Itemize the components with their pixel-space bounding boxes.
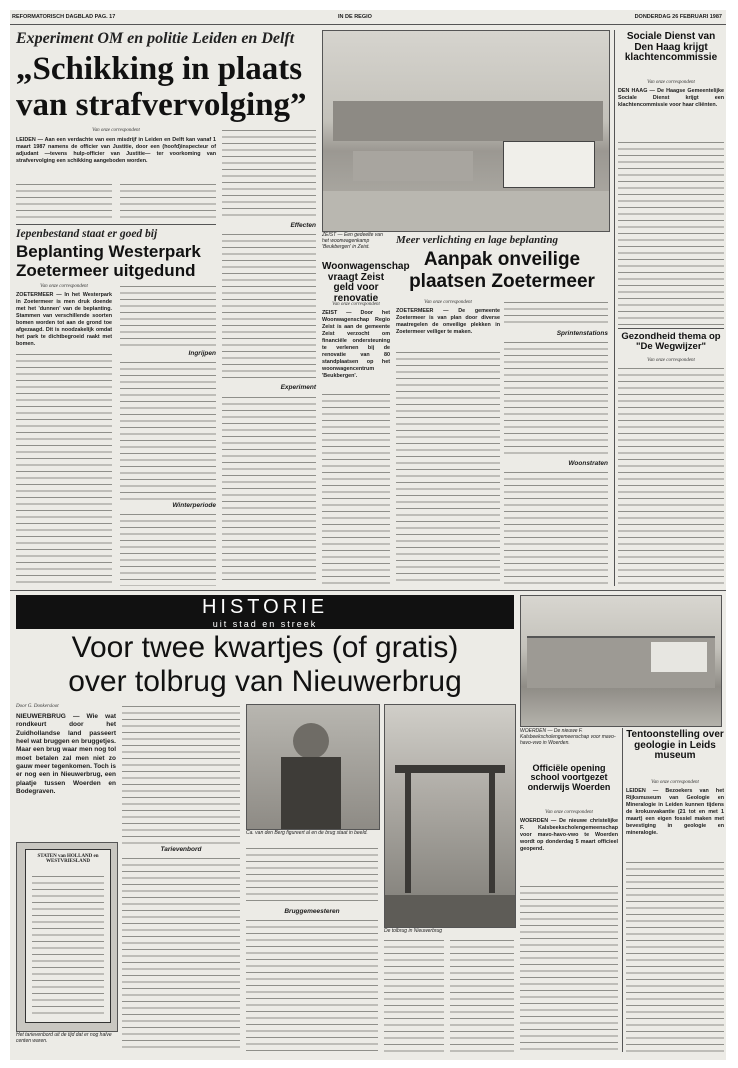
- a6-byline: Van onze correspondent: [545, 810, 593, 815]
- history-body-col2a: [122, 704, 240, 844]
- a7-byline: Van onze correspondent: [651, 780, 699, 785]
- a4-lead: ZOETERMEER — De gemeente Zoetermeer is van plan door diverse maatregelen de onveilige plekken in Zoetermeer veiliger te maken.: [396, 308, 500, 336]
- a4-body-col2c: [504, 470, 608, 586]
- tolbrug-photo: [384, 704, 516, 928]
- a4-headline-line1: Aanpak onveilige: [423, 249, 581, 270]
- a1-byline: Van onze correspondent: [92, 128, 140, 133]
- history-caption3: De tolbrug in Nieuwerbrug: [384, 928, 443, 934]
- a1-body-col2: [120, 182, 216, 222]
- history-headline-line1: Voor twee kwartjes (of gratis): [71, 631, 459, 664]
- a4-byline: Van onze correspondent: [424, 300, 472, 305]
- a2-lead: ZOETERMEER — In het Westerpark in Zoetermeer is men druk doende met het 'dunnen' van de beplanting. Stammen van verschillende soorten bomen worden tot aan de grond toe afgezaagd. Dit is noodzakelijk omdat het park te dichtbegroeid raakt met bomen.: [16, 292, 112, 348]
- a2-body-col1: [16, 352, 112, 586]
- history-banner-title: HISTORIE: [201, 596, 329, 618]
- header-right: DONDERDAG 26 FEBRUARI 1987: [634, 14, 722, 20]
- header-left: REFORMATORISCH DAGBLAD PAG. 17: [12, 14, 116, 20]
- history-body-col3b: [246, 918, 378, 1052]
- a2-body-col2c: [120, 512, 216, 586]
- history-lead: NIEUWERBRUG — Wie wat rondkeurt door het Zuidhollandse land passeert heel wat bruggen en bruggetjes. Maar een brug waar men nog tol moet betalen zal men niet zo gauw meer tegenkomen. Toch is er nog een in Nieuwerbrug, een plaatje tussen Woerden en Bodegraven.: [16, 713, 116, 795]
- a5-sub-byline: Van onze correspondent: [647, 358, 695, 363]
- a1-headline-line2: van strafvervolging”: [16, 87, 307, 123]
- a1-body-col3c: [222, 395, 316, 585]
- newspaper-page: [10, 10, 726, 1060]
- a4-headline-line2: plaatsen Zoetermeer: [409, 271, 595, 292]
- a2-body-col2a: [120, 284, 216, 348]
- a2-sub-ingrijpen: Ingrijpen: [188, 350, 216, 357]
- a4-body-col2b: [504, 340, 608, 458]
- tariff-board-title: STATEN van HOLLAND en WESTVRIESLAND: [37, 854, 99, 864]
- a7-body: [626, 860, 724, 1052]
- history-author: Door G. Donkersloot: [16, 704, 59, 709]
- woonwagenkamp-photo: [322, 30, 610, 232]
- a7-headline: Tentoonstelling over geologie in Leids museum: [626, 729, 724, 761]
- a4-body-col1: [396, 350, 500, 586]
- a1-kicker: Experiment OM en politie Leiden en Delft: [16, 30, 295, 47]
- a3-body: [322, 392, 390, 586]
- a2-byline: Van onze correspondent: [40, 284, 88, 289]
- a2-body-col2b: [120, 360, 216, 500]
- a7-lead: LEIDEN — Bezoekers van het Rijksmuseum van Geologie en Mineralogie in Leiden kunnen tijdens de krokusvakantie (21 tot en met 1 maart) een eigen fossiel maken met bevestiging in geologie en mineralogie.: [626, 788, 724, 837]
- history-body-col4b: [450, 938, 514, 1052]
- history-sub-tarievenbord: Tarievenbord: [160, 846, 202, 853]
- a1-lead: LEIDEN — Aan een verdachte van een misdrijf in Leiden en Delft kan vanaf 1 maart 1987 namens de officier van Justitie, door een (hoofd)inspecteur of adjudant —tevens hulp-officier van Justitie— ter voorkoming van strafvervolging een schikking aangeboden worden.: [16, 137, 216, 165]
- a5-headline: Sociale Dienst van Den Haag krijgt klachtencommissie: [624, 31, 718, 63]
- history-banner-subtitle: uit stad en streek: [212, 619, 318, 629]
- a5-sub-body: [618, 366, 724, 586]
- a5-lead: DEN HAAG — De Haagse Gemeentelijke Sociale Dienst krijgt een klachtencommissie voor haar cliënten.: [618, 88, 724, 109]
- history-headline-line2: over tolbrug van Nieuwerbrug: [68, 665, 462, 698]
- page-header: [10, 10, 726, 25]
- header-center: IN DE REGIO: [338, 14, 372, 20]
- a4-sub-sprintenstations: Sprintenstations: [556, 330, 608, 337]
- a4-sub-woonstraten: Woonstraten: [568, 460, 608, 467]
- a4-kicker: Meer verlichting en lage beplanting: [396, 234, 558, 246]
- a5-byline: Van onze correspondent: [647, 80, 695, 85]
- a1-sub-experiment: Experiment: [280, 384, 316, 391]
- a6-headline: Officiële opening school voortgezet onderwijs Woerden: [527, 763, 611, 792]
- a5-body: [618, 140, 724, 326]
- a1-sub-effecten: Effecten: [290, 222, 316, 229]
- a6-photo-caption: WOERDEN — De nieuwe F. Kalsbeekscholengemeenschap voor mavo-havo-vwo in Woerden.: [520, 728, 616, 746]
- a3-lead: ZEIST — Door het Woonwagenschap Regio Zeist is aan de gemeente Zeist verzocht om financiële ondersteuning te verlenen bij de renovatie van 80 standplaatsen op het woonwagencentrum 'Beukbergen'.: [322, 310, 390, 380]
- a1-body-col3: [222, 128, 316, 220]
- a3-headline: Woonwagenschap vraagt Zeist geld voor renovatie: [322, 261, 410, 304]
- history-banner: [16, 595, 514, 629]
- a6-lead: WOERDEN — De nieuwe christelijke F. Kalsbeekscholengemeenschap voor mavo-havo-vwo te Woerden wordt op donderdag 5 maart officieel geopend.: [520, 818, 618, 853]
- history-caption1: Het tarievenbord uit de tijd dat er nog halve centen waren.: [16, 1032, 112, 1044]
- a1-body-col1: [16, 182, 112, 222]
- a2-headline-line1: Beplanting Westerpark: [16, 242, 201, 261]
- a2-kicker: Iepenbestand staat er goed bij: [16, 228, 158, 240]
- tarievenbord-photo: [16, 842, 118, 1032]
- history-body-col2b: [122, 856, 240, 1052]
- history-sub-bruggemeesteren: Bruggemeesteren: [284, 908, 340, 915]
- a3-byline: Van onze correspondent: [332, 302, 380, 307]
- a2-sub-winterperiode: Winterperiode: [172, 502, 216, 509]
- a4-body-col2a: [504, 300, 608, 328]
- school-photo: [520, 595, 722, 727]
- a1-headline-line1: „Schikking in plaats: [16, 51, 303, 87]
- history-caption2: Ca. van den Berg figureert al en de brug staat in beeld.: [246, 830, 368, 836]
- history-body-col4a: [384, 938, 444, 1052]
- a2-headline-line2: Zoetermeer uitgedund: [16, 261, 196, 280]
- history-body-col3a: [246, 846, 378, 906]
- a5-sub-headline: Gezondheid thema op "De Wegwijzer": [621, 331, 721, 352]
- a1-body-col3b: [222, 232, 316, 382]
- a3-photo-caption: ZEIST — Een gedeelte van het woonwagenkamp 'Beukbergen' in Zeist.: [322, 232, 383, 250]
- bridge-keeper-photo: [246, 704, 380, 830]
- a6-body: [520, 884, 618, 1052]
